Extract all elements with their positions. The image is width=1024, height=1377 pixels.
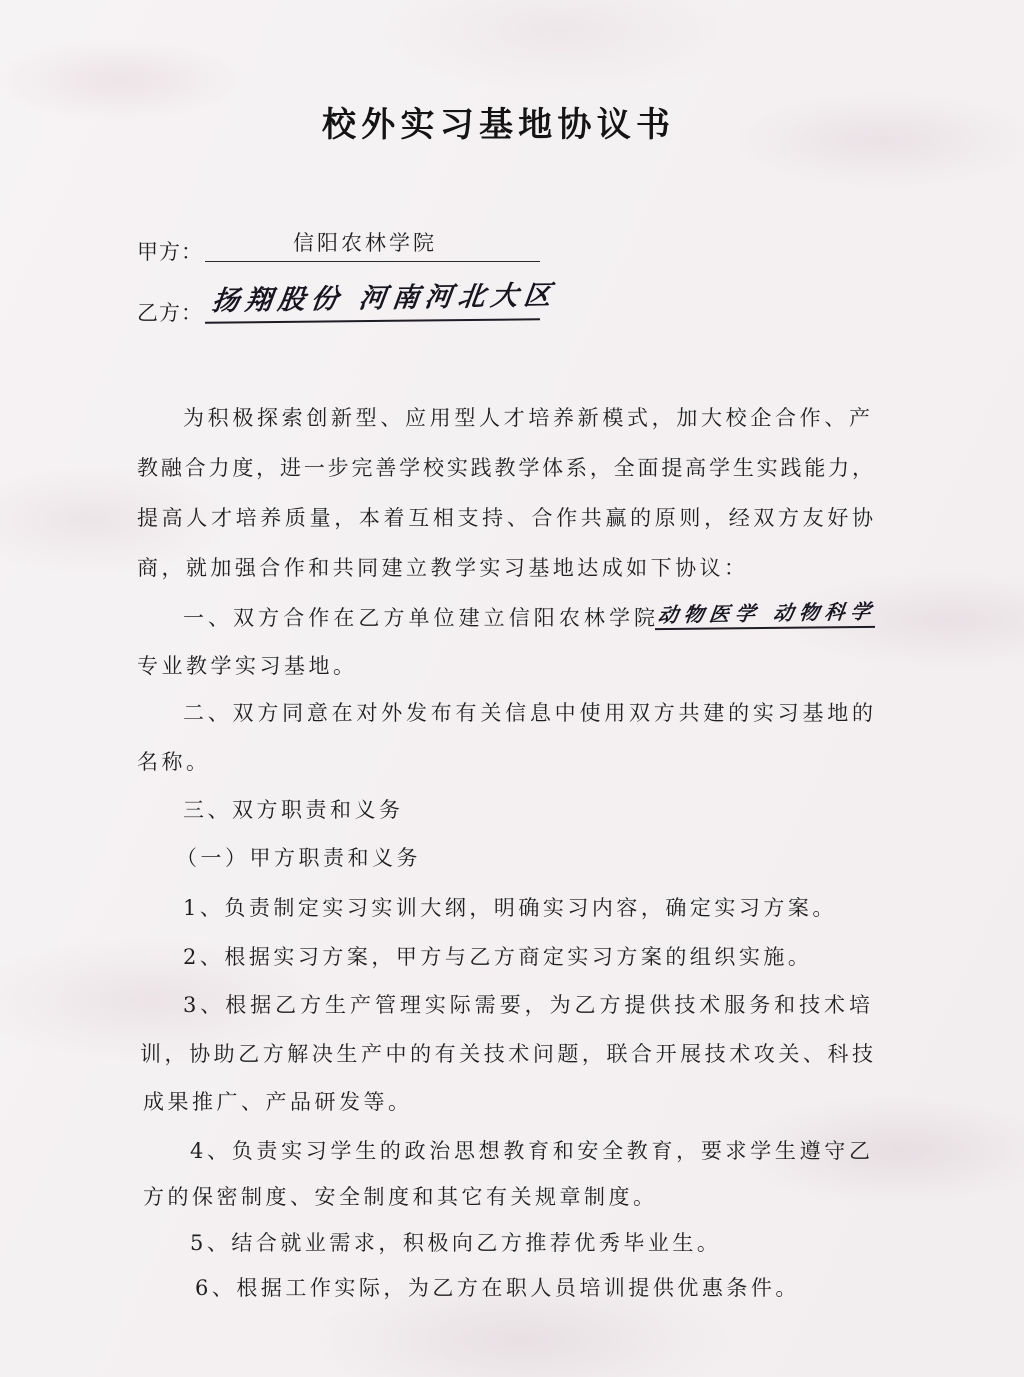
duty-item-continuation: 训，协助乙方解决生产中的有关技术问题，联合开展技术攻关、科技 <box>140 1042 873 1066</box>
clause-3-subheading: （一）甲方职责和义务 <box>176 846 421 870</box>
preamble-line: 为积极探索创新型、应用型人才培养新模式，加大校企合作、产 <box>183 406 870 430</box>
clause-1-handwritten-major: 动物医学 动物科学 <box>656 599 872 627</box>
duty-item: 5、结合就业需求，积极向乙方推荐优秀毕业生。 <box>190 1231 722 1255</box>
duty-item: 3、根据乙方生产管理实际需要，为乙方提供技术服务和技术培 <box>183 993 870 1017</box>
duty-item: 1、负责制定实习实训大纲，明确实习内容，确定实习方案。 <box>183 896 837 920</box>
preamble-line: 教融合力度，进一步完善学校实践教学体系，全面提高学生实践能力， <box>137 456 873 480</box>
preamble-line: 提高人才培养质量，本着互相支持、合作共赢的原则，经双方友好协 <box>137 506 873 530</box>
preamble-line: 商，就加强合作和共同建立教学实习基地达成如下协议： <box>137 556 745 580</box>
clause-1-continuation: 专业教学实习基地。 <box>137 654 358 678</box>
clause-3-heading: 三、双方职责和义务 <box>183 798 404 822</box>
duty-item: 4、负责实习学生的政治思想教育和安全教育，要求学生遵守乙 <box>190 1139 870 1163</box>
duty-item: 6、根据工作实际，为乙方在职人员培训提供优惠条件。 <box>195 1276 800 1300</box>
clause-2-line: 名称。 <box>137 750 211 774</box>
duty-item: 2、根据实习方案，甲方与乙方商定实习方案的组织实施。 <box>183 945 813 969</box>
party-b-label: 乙方： <box>137 301 203 325</box>
clause-2-line: 二、双方同意在对外发布有关信息中使用双方共建的实习基地的 <box>183 701 873 725</box>
clause-1-text: 一、双方合作在乙方单位建立信阳农林学院 <box>183 606 655 630</box>
duty-item-continuation: 方的保密制度、安全制度和其它有关规章制度。 <box>143 1185 658 1209</box>
party-a-underline <box>205 261 540 262</box>
party-a-label: 甲方： <box>137 240 203 264</box>
party-b-handwritten-value: 扬翔股份 河南河北大区 <box>210 280 553 317</box>
document-title: 校外实习基地协议书 <box>322 105 670 145</box>
duty-item-continuation: 成果推广、产品研发等。 <box>143 1090 413 1114</box>
party-a-value: 信阳农林学院 <box>293 231 437 255</box>
